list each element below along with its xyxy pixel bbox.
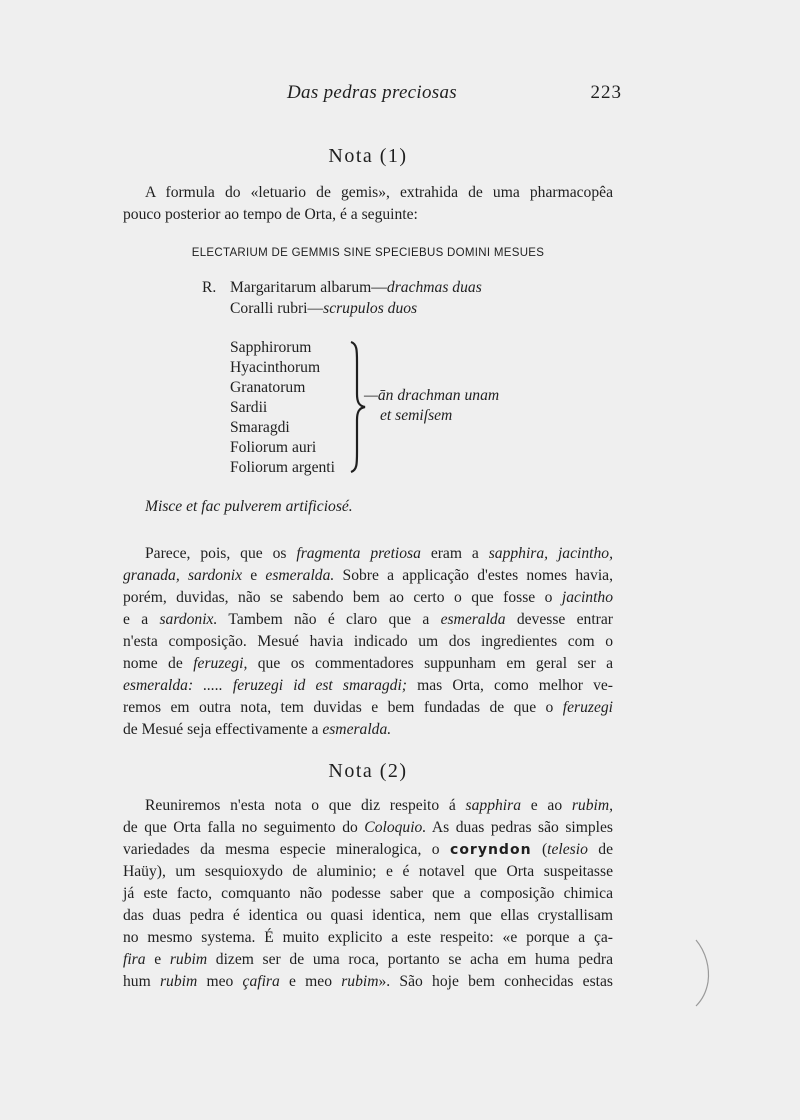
text-line: já este facto, comquanto não podesse saber que a composição chimica (123, 885, 613, 902)
misce-instruction: Misce et fac pulverem artificiosé. (145, 498, 353, 515)
recipe-mark: R. (202, 279, 217, 296)
note-1-intro (123, 182, 613, 226)
text-line: fira e rubim dizem ser de uma roca, portanto se acha em huma pedra (123, 951, 614, 968)
page-mark-icon (692, 938, 714, 1008)
ingredient: Sardii (230, 399, 268, 416)
recipe (202, 277, 482, 319)
text-line: variedades da mesma especie mineralogica, o coryndon (telesio de (123, 841, 614, 858)
paragraph-1 (123, 543, 613, 741)
dosage (364, 386, 499, 426)
text-line: de que Orta falla no seguimento do Coloquio. As duas pedras são simples (123, 819, 613, 836)
dosage-line: —ān drachman unam (364, 387, 500, 404)
text-line: remos em outra nota, tem duvidas e bem fundadas de que o feruzegi (123, 699, 613, 716)
ingredient: Smaragdi (230, 419, 290, 436)
recipe-quantity: drachmas duas (386, 279, 482, 296)
ingredient: Granatorum (230, 379, 306, 396)
recipe-ingredient: Margaritarum albarum— (230, 279, 387, 296)
text-line: no mesmo systema. É muito explicito a este respeito: «e porque a ça- (123, 929, 613, 946)
text-line: Haüy), um sesquioxydo de aluminio; e é notavel que Orta suspeitasse (123, 863, 613, 880)
text-line: Reuniremos n'esta nota o que diz respeito á sapphira e ao rubim, (145, 797, 613, 814)
recipe-line (202, 298, 482, 319)
text-line: e a sardonix. Tambem não é claro que a esmeralda devesse entrar (123, 611, 613, 628)
text-line: Parece, pois, que os fragmenta pretiosa eram a sapphira, jacintho, (145, 545, 613, 562)
text-line: n'esta composição. Mesué havia indicado um dos ingredientes com o (123, 633, 613, 650)
text-line: de Mesué seja effectivamente a esmeralda. (123, 721, 392, 738)
recipe-line (202, 277, 482, 298)
page-number: 223 (590, 82, 622, 103)
ingredient: Hyacinthorum (230, 359, 321, 376)
running-head (122, 82, 622, 108)
text-line: nome de feruzegi, que os commentadores suppunham em geral ser a (123, 655, 613, 672)
text-line: hum rubim meo çafira e meo rubim». São hoje bem conhecidas estas (123, 973, 613, 990)
paragraph-2 (123, 795, 613, 993)
recipe-title: ELECTARIUM DE GEMMIS SINE SPECIEBUS DOMINI MESUES (191, 247, 545, 259)
text-line: porém, duvidas, não se sabendo bem ao certo o que fosse o jacintho (123, 589, 613, 606)
ingredient: Sapphirorum (230, 339, 312, 356)
text-line: granada, sardonix e esmeralda. Sobre a applicação d'estes nomes havia, (123, 567, 613, 584)
ingredient: Foliorum auri (230, 439, 317, 456)
text-line: esmeralda: ..... feruzegi id est smaragdi; mas Orta, como melhor ve- (123, 677, 613, 694)
recipe-ingredient: Coralli rubri— (230, 300, 324, 317)
ingredient: Foliorum argenti (230, 459, 335, 476)
text-line: A formula do «letuario de gemis», extrahida de uma pharmacopêa (145, 184, 613, 201)
note-2-heading: Nota (2) (328, 760, 408, 782)
note-1-heading: Nota (1) (328, 145, 408, 167)
dosage-line: et semiſsem (380, 407, 453, 424)
text-line: pouco posterior ao tempo de Orta, é a seguinte: (123, 206, 418, 223)
text-line: das duas pedra é identica ou quasi identica, nem que ellas crystallisam (123, 907, 613, 924)
recipe-quantity: scrupulos duos (323, 300, 418, 317)
ingredient-list (230, 338, 335, 478)
running-title: Das pedras preciosas (287, 82, 457, 103)
